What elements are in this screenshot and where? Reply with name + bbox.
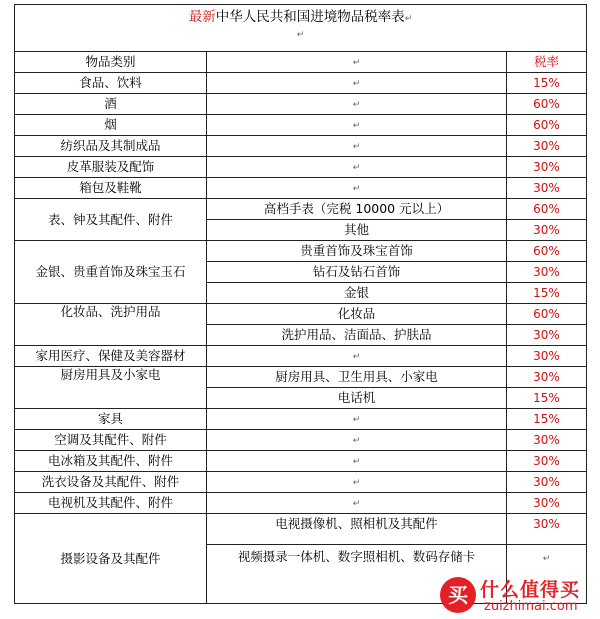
rate-cell: 30% (507, 262, 587, 283)
category-cell: 家具 (15, 409, 207, 430)
rate-cell: 60% (507, 115, 587, 136)
sub-cell: 金银 (207, 283, 507, 304)
site-watermark (440, 573, 600, 617)
table-row (15, 94, 587, 115)
sub-cell (207, 157, 507, 178)
category-cell: 洗衣设备及其配件、附件 (15, 472, 207, 493)
rate-cell: 60% (507, 304, 587, 325)
paragraph-mark-icon: ↵ (352, 79, 361, 89)
title-row (15, 5, 587, 52)
sub-cell: 洗护用品、洁面品、护肤品 (207, 325, 507, 346)
paragraph-mark-icon: ↵ (352, 184, 361, 194)
sub-cell (207, 94, 507, 115)
sub-cell: 电视摄像机、照相机及其配件 (207, 514, 507, 545)
tax-rate-table (14, 4, 587, 604)
rate-cell: 30% (507, 178, 587, 199)
sub-cell (207, 115, 507, 136)
table-row (15, 409, 587, 430)
header-row (15, 52, 587, 73)
rate-cell: 15% (507, 388, 587, 409)
sub-cell: 化妆品 (207, 304, 507, 325)
category-cell: 化妆品、洗护用品 (15, 304, 207, 346)
table-title (15, 5, 587, 52)
paragraph-mark-icon: ↵ (352, 142, 361, 152)
watermark-site-name: 什么值得买 (480, 579, 581, 601)
table-row (15, 367, 587, 388)
tax-rate-document (14, 4, 586, 604)
rate-cell: 60% (507, 94, 587, 115)
category-cell: 空调及其配件、附件 (15, 430, 207, 451)
sub-cell (207, 451, 507, 472)
sub-cell (207, 472, 507, 493)
rate-cell: 15% (507, 283, 587, 304)
rate-cell: 60% (507, 241, 587, 262)
rate-cell: 30% (507, 157, 587, 178)
header-sub (207, 52, 507, 73)
paragraph-mark-icon: ↵ (352, 478, 361, 488)
paragraph-mark-icon: ↵ (352, 352, 361, 362)
paragraph-mark-icon: ↵ (352, 457, 361, 467)
rate-cell: 30% (507, 514, 587, 545)
rate-cell: 30% (507, 430, 587, 451)
header-rate: 税率 (507, 52, 587, 73)
category-cell: 酒 (15, 94, 207, 115)
category-cell: 摄影设备及其配件 (15, 514, 207, 604)
sub-cell (207, 73, 507, 94)
table-row (15, 451, 587, 472)
paragraph-mark-icon: ↵ (352, 436, 361, 446)
rate-cell: 30% (507, 325, 587, 346)
table-row (15, 115, 587, 136)
category-cell: 纺织品及其制成品 (15, 136, 207, 157)
category-cell: 金银、贵重首饰及珠宝玉石 (15, 241, 207, 304)
category-cell: 箱包及鞋靴 (15, 178, 207, 199)
table-row (15, 346, 587, 367)
table-row (15, 178, 587, 199)
paragraph-mark-icon: ↵ (352, 100, 361, 110)
watermark-logo-glyph: 买 (448, 583, 468, 607)
rate-cell: 30% (507, 136, 587, 157)
rate-cell: 15% (507, 73, 587, 94)
sub-cell (207, 430, 507, 451)
table-row (15, 136, 587, 157)
sub-cell (207, 493, 507, 514)
sub-cell: 厨房用具、卫生用具、小家电 (207, 367, 507, 388)
rate-cell: 30% (507, 220, 587, 241)
sub-cell (207, 346, 507, 367)
category-cell: 电冰箱及其配件、附件 (15, 451, 207, 472)
category-cell: 家用医疗、保健及美容器材 (15, 346, 207, 367)
paragraph-mark-icon: ↵ (542, 554, 551, 564)
sub-cell (207, 136, 507, 157)
category-cell: 烟 (15, 115, 207, 136)
paragraph-mark-icon: ↵ (352, 121, 361, 131)
rate-cell: 15% (507, 409, 587, 430)
rate-cell: 60% (507, 199, 587, 220)
title-text: 中华人民共和国进境物品税率表 (215, 9, 405, 25)
category-cell: 电视机及其配件、附件 (15, 493, 207, 514)
paragraph-mark-icon: ↵ (352, 163, 361, 173)
sub-cell: 高档手表（完税 10000 元以上） (207, 199, 507, 220)
rate-cell: 30% (507, 493, 587, 514)
table-row (15, 157, 587, 178)
category-cell: 表、钟及其配件、附件 (15, 199, 207, 241)
paragraph-mark-icon: ↵ (404, 14, 413, 24)
table-row (15, 241, 587, 262)
sub-cell (207, 409, 507, 430)
rate-cell: 30% (507, 472, 587, 493)
rate-cell: 30% (507, 346, 587, 367)
sub-cell: 贵重首饰及珠宝首饰 (207, 241, 507, 262)
paragraph-mark-icon: ↵ (352, 58, 361, 68)
rate-cell: 30% (507, 451, 587, 472)
table-row (15, 304, 587, 325)
table-row (15, 430, 587, 451)
watermark-site-url: zuizhimai.com (484, 599, 578, 614)
paragraph-mark-icon: ↵ (296, 30, 305, 40)
header-category: 物品类别 (15, 52, 207, 73)
table-row (15, 472, 587, 493)
category-cell: 厨房用具及小家电 (15, 367, 207, 409)
sub-cell (207, 178, 507, 199)
table-row (15, 514, 587, 545)
sub-cell: 其他 (207, 220, 507, 241)
paragraph-mark-icon: ↵ (352, 415, 361, 425)
paragraph-mark-icon: ↵ (352, 499, 361, 509)
sub-cell: 钻石及钻石首饰 (207, 262, 507, 283)
sub-cell: 电话机 (207, 388, 507, 409)
category-cell: 皮革服装及配饰 (15, 157, 207, 178)
table-row (15, 493, 587, 514)
title-highlight: 最新 (188, 9, 216, 25)
table-row (15, 199, 587, 220)
category-cell: 食品、饮料 (15, 73, 207, 94)
sub-cell: 视频摄录一体机、数字照相机、数码存储卡 (207, 545, 507, 604)
rate-cell: 30% (507, 367, 587, 388)
table-row (15, 73, 587, 94)
